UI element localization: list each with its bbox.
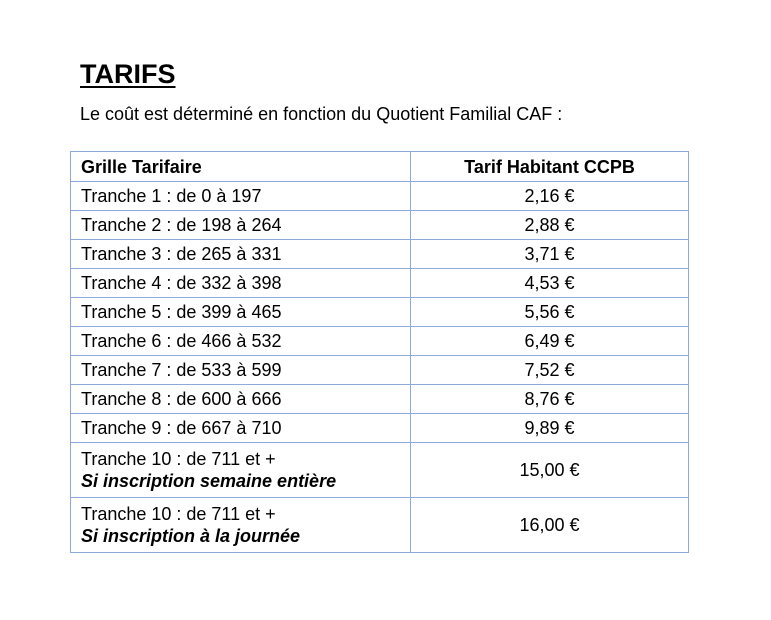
table-row (71, 298, 689, 327)
tranche-note: Si inscription semaine entière (81, 471, 337, 491)
table-row (71, 182, 689, 211)
table-row (71, 385, 689, 414)
table-row (71, 414, 689, 443)
tranche-cell: Tranche 7 : de 533 à 599 (71, 356, 411, 385)
tranche-note: Si inscription à la journée (81, 526, 301, 546)
page-title: TARIFS (80, 59, 176, 89)
tarif-cell: 8,76 € (411, 385, 689, 414)
table-row (71, 269, 689, 298)
tarif-cell: 6,49 € (411, 327, 689, 356)
table-row-special (71, 443, 689, 498)
page-subtitle: Le coût est déterminé en fonction du Quotient Familial CAF : (80, 104, 563, 124)
tarif-cell: 16,00 € (411, 498, 689, 553)
tranche-cell: Tranche 5 : de 399 à 465 (71, 298, 411, 327)
tarif-cell: 3,71 € (411, 240, 689, 269)
tranche-cell: Tranche 1 : de 0 à 197 (71, 182, 411, 211)
tranche-cell: Tranche 3 : de 265 à 331 (71, 240, 411, 269)
table-row (71, 211, 689, 240)
tarif-cell: 7,52 € (411, 356, 689, 385)
column-header-grille: Grille Tarifaire (71, 152, 411, 182)
tranche-cell: Tranche 6 : de 466 à 532 (71, 327, 411, 356)
column-header-tarif: Tarif Habitant CCPB (411, 152, 689, 182)
tarif-cell: 2,88 € (411, 211, 689, 240)
tarif-cell: 2,16 € (411, 182, 689, 211)
table-row (71, 327, 689, 356)
tranche-cell (71, 498, 411, 553)
tarifs-table (70, 151, 689, 553)
table-row (71, 356, 689, 385)
tarif-cell: 4,53 € (411, 269, 689, 298)
tarif-cell: 9,89 € (411, 414, 689, 443)
tranche-cell: Tranche 9 : de 667 à 710 (71, 414, 411, 443)
tranche-label: Tranche 10 : de 711 et + (81, 504, 276, 524)
tranche-cell: Tranche 8 : de 600 à 666 (71, 385, 411, 414)
table-row-special (71, 498, 689, 553)
tarif-cell: 15,00 € (411, 443, 689, 498)
tarif-cell: 5,56 € (411, 298, 689, 327)
table-row (71, 240, 689, 269)
tranche-cell: Tranche 2 : de 198 à 264 (71, 211, 411, 240)
tranche-cell: Tranche 4 : de 332 à 398 (71, 269, 411, 298)
tranche-label: Tranche 10 : de 711 et + (81, 449, 276, 469)
table-header-row (71, 152, 689, 182)
tranche-cell (71, 443, 411, 498)
